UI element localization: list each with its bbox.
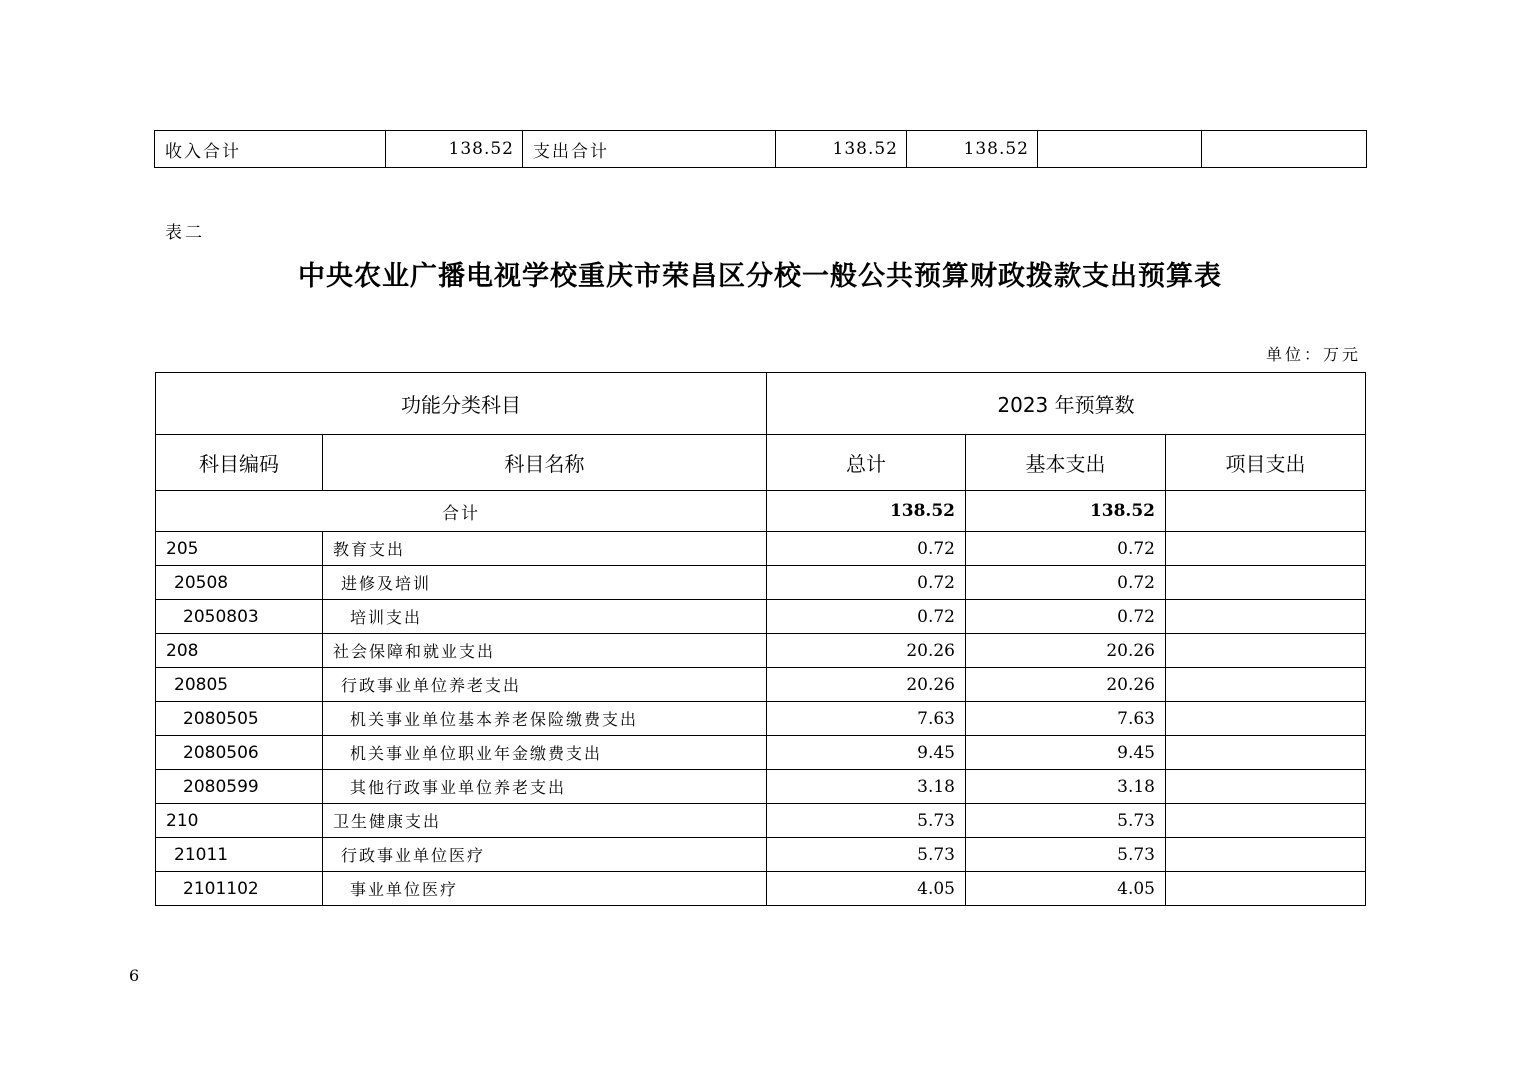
page-number: 6 [129,966,140,985]
row-project [1166,566,1366,600]
header-basic: 基本支出 [966,435,1166,491]
header-row-columns [156,435,1366,491]
row-total: 20.26 [767,634,966,668]
header-code: 科目编码 [156,435,323,491]
row-code: 2080505 [156,702,323,736]
row-basic: 5.73 [966,804,1166,838]
row-name: 培训支出 [323,600,767,634]
total-total: 138.52 [767,491,966,532]
row-basic: 0.72 [966,532,1166,566]
unit-label: 单位：万元 [1266,345,1362,364]
row-total: 0.72 [767,566,966,600]
row-project [1166,872,1366,906]
row-code: 2080599 [156,770,323,804]
row-project [1166,702,1366,736]
row-code: 20805 [156,668,323,702]
expense-total-value-2: 138.52 [907,131,1038,168]
table-row [156,702,1366,736]
row-basic: 4.05 [966,872,1166,906]
row-basic: 20.26 [966,634,1166,668]
table-row [156,770,1366,804]
row-code: 2050803 [156,600,323,634]
expense-total-label: 支出合计 [523,131,776,168]
row-code: 20508 [156,566,323,600]
row-total: 4.05 [767,872,966,906]
header-project: 项目支出 [1166,435,1366,491]
row-name: 卫生健康支出 [323,804,767,838]
row-basic: 0.72 [966,566,1166,600]
total-basic: 138.52 [966,491,1166,532]
table-row [156,804,1366,838]
row-total: 5.73 [767,804,966,838]
row-total: 9.45 [767,736,966,770]
row-basic: 7.63 [966,702,1166,736]
row-total: 5.73 [767,838,966,872]
row-name: 教育支出 [323,532,767,566]
row-code: 205 [156,532,323,566]
table-row [156,736,1366,770]
income-total-label: 收入合计 [155,131,386,168]
row-basic: 9.45 [966,736,1166,770]
empty-cell [1202,131,1367,168]
row-project [1166,668,1366,702]
empty-cell [1038,131,1202,168]
header-row-group [156,373,1366,435]
row-name: 机关事业单位职业年金缴费支出 [323,736,767,770]
row-project [1166,532,1366,566]
table-row [156,872,1366,906]
row-project [1166,600,1366,634]
row-total: 7.63 [767,702,966,736]
header-budget-2023: 2023 年预算数 [767,373,1366,435]
income-expense-total-row [155,131,1367,168]
expense-total-value: 138.52 [776,131,907,168]
row-name: 行政事业单位养老支出 [323,668,767,702]
row-code: 2080506 [156,736,323,770]
row-project [1166,770,1366,804]
row-name: 机关事业单位基本养老保险缴费支出 [323,702,767,736]
row-basic: 20.26 [966,668,1166,702]
row-project [1166,736,1366,770]
carryover-summary-table [154,130,1367,168]
row-code: 208 [156,634,323,668]
row-code: 210 [156,804,323,838]
header-function-category: 功能分类科目 [156,373,767,435]
row-name: 事业单位医疗 [323,872,767,906]
row-name: 行政事业单位医疗 [323,838,767,872]
total-label: 合计 [156,491,767,532]
budget-expenditure-table [155,372,1366,906]
row-name: 进修及培训 [323,566,767,600]
table-row [156,668,1366,702]
table-row [156,600,1366,634]
income-total-value: 138.52 [386,131,523,168]
row-project [1166,634,1366,668]
row-project [1166,838,1366,872]
row-total: 0.72 [767,532,966,566]
total-project [1166,491,1366,532]
table-row [156,532,1366,566]
row-code: 2101102 [156,872,323,906]
row-total: 20.26 [767,668,966,702]
table-row [156,566,1366,600]
table-row [156,634,1366,668]
header-name: 科目名称 [323,435,767,491]
row-code: 21011 [156,838,323,872]
total-row [156,491,1366,532]
page-title: 中央农业广播电视学校重庆市荣昌区分校一般公共预算财政拨款支出预算表 [298,261,1222,292]
table-label: 表二 [165,223,205,243]
row-name: 社会保障和就业支出 [323,634,767,668]
row-total: 3.18 [767,770,966,804]
header-total: 总计 [767,435,966,491]
table-row [156,838,1366,872]
row-basic: 3.18 [966,770,1166,804]
row-basic: 5.73 [966,838,1166,872]
row-total: 0.72 [767,600,966,634]
row-basic: 0.72 [966,600,1166,634]
row-name: 其他行政事业单位养老支出 [323,770,767,804]
row-project [1166,804,1366,838]
